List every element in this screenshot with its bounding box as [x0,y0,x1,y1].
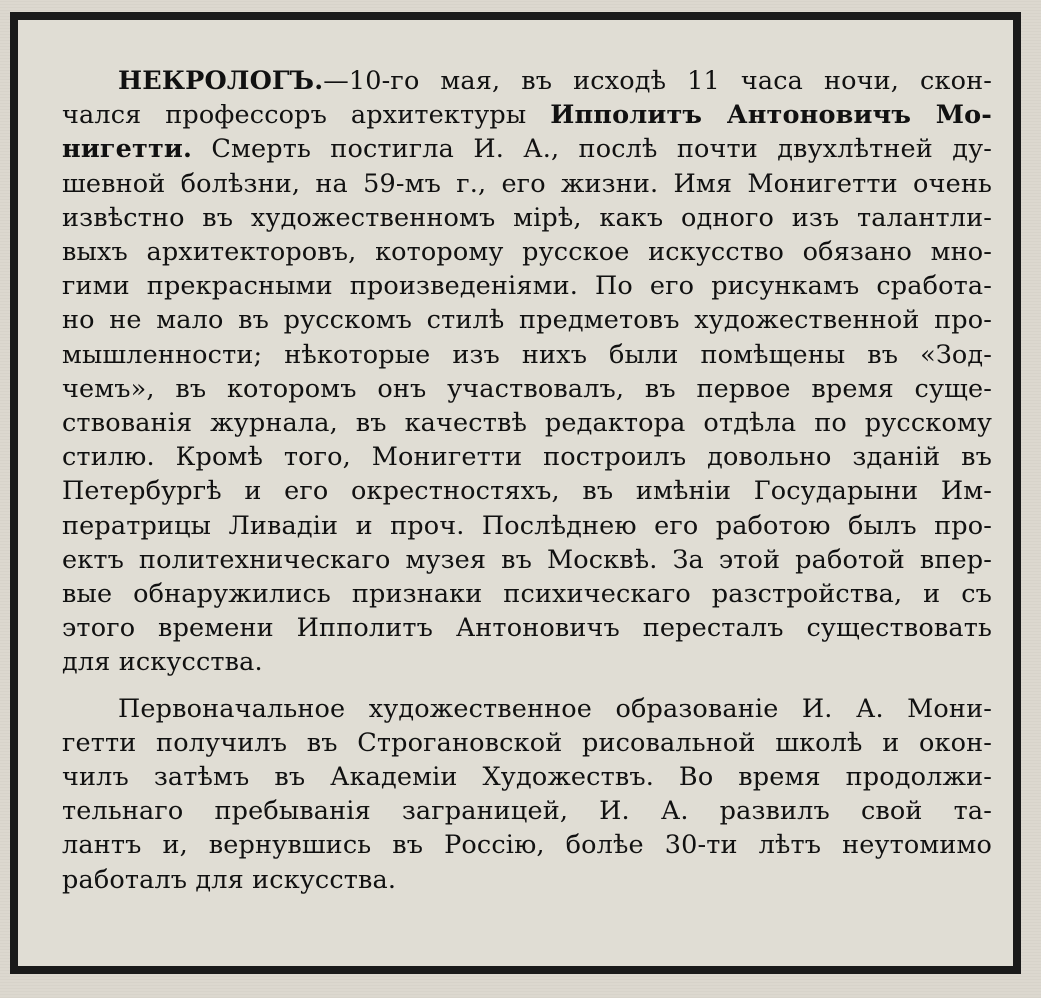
text-line: чилъ затѣмъ въ Академіи Художествъ. Во время продолжи- [62,762,992,793]
text-line: шевной болѣзни, на 59-мъ г., его жизни. Имя Монигетти очень [62,168,992,199]
text-line: этого времени Ипполитъ Антоновичъ пересталъ существовать [62,613,992,644]
text-line: НЕКРОЛОГЪ.—10-го мая, въ исходѣ 11 часа ночи, скон- [118,66,992,96]
text-line: мышленности; нѣкоторые изъ нихъ были помѣщены въ «Зод- [62,339,992,370]
text-line: гетти получилъ въ Строгановской рисовальной школѣ и окон- [62,727,992,758]
text-line: Петербургѣ и его окрестностяхъ, въ имѣніи Государыни Им- [62,476,992,507]
text-line: лантъ и, вернувшись въ Россію, болѣе 30-ти лѣтъ неутомимо [62,830,992,861]
text-line: работалъ для искусства. [62,864,397,895]
text-line: извѣстно въ художественномъ мірѣ, какъ одного изъ талантли- [62,202,992,233]
text-line: выхъ архитекторовъ, которому русское искусство обязано мно- [62,237,992,268]
text-line: чемъ», въ которомъ онъ участвовалъ, въ первое время суще- [62,373,992,404]
text-line: ектъ политехническаго музея въ Москвѣ. За этой работой впер- [62,544,992,575]
text-line: ствованія журнала, въ качествѣ редактора отдѣла по русскому [62,408,992,439]
text-line: тельнаго пребыванія заграницей, И. А. развилъ свой та- [62,796,992,827]
obituary-text [62,64,992,897]
person-name: Ипполитъ Антоновичъ Мо- [550,100,993,131]
text-line: но не мало въ русскомъ стилѣ предметовъ художественной про- [62,305,992,336]
text-line: ператрицы Ливадіи и проч. Послѣднею его работою былъ про- [62,510,992,541]
text-line: для искусства. [62,647,263,678]
obituary-heading: НЕКРОЛОГЪ. [118,66,324,96]
text-line: Первоначальное художественное образованіе И. А. Мони- [118,693,992,724]
person-name-end: нигетти. [62,134,193,165]
text-line: вые обнаружились признаки психическаго разстройства, и съ [62,579,992,610]
obituary-frame [10,12,1021,974]
text-line: нигетти. Смерть постигла И. А., послѣ почти двухлѣтней ду- [62,134,992,165]
text-line: стилю. Кромѣ того, Монигетти построилъ довольно зданій въ [62,442,992,473]
text-line: гими прекрасными произведеніями. По его рисункамъ сработа- [62,271,992,302]
text-line: чался профессоръ архитектуры Ипполитъ Антоновичъ Мо- [62,100,993,131]
